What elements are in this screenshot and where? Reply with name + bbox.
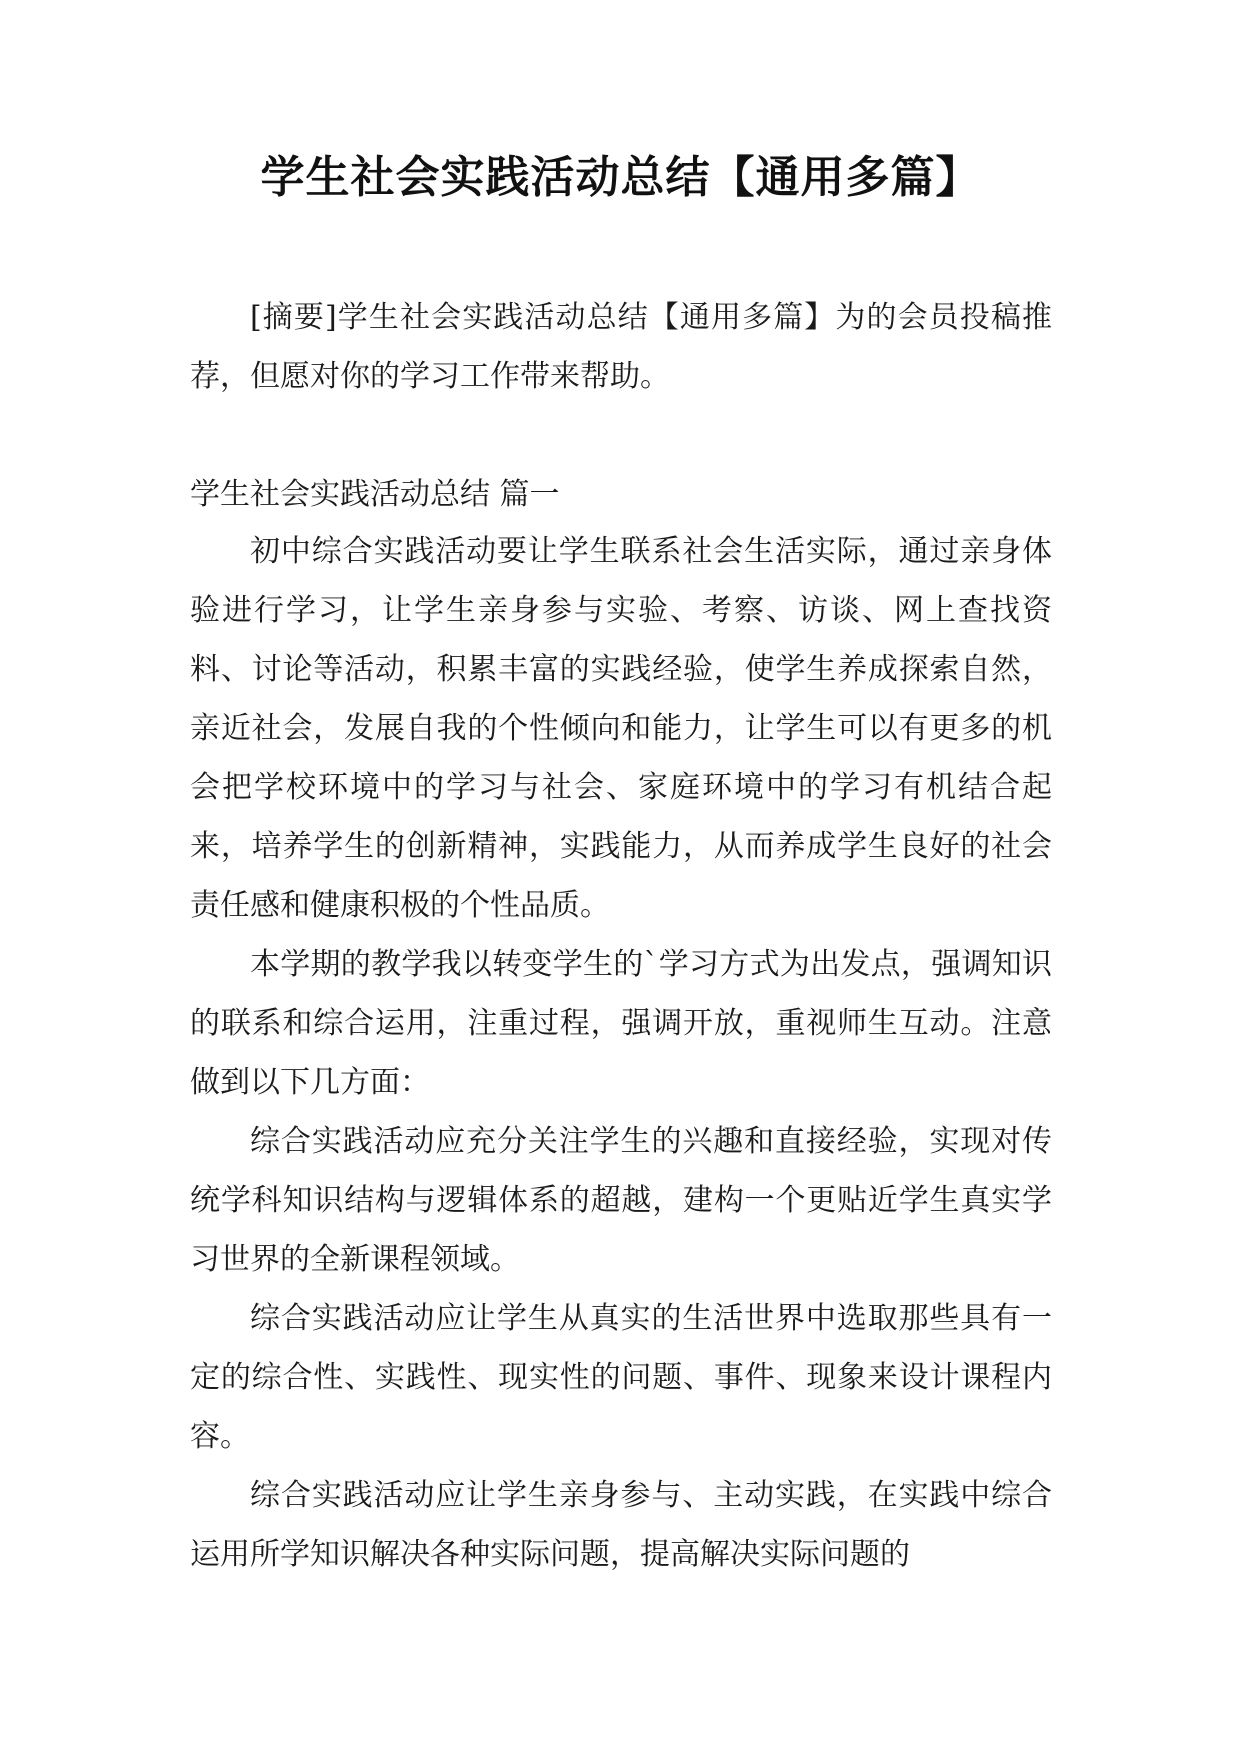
body-paragraph: 综合实践活动应充分关注学生的兴趣和直接经验，实现对传统学科知识结构与逻辑体系的超越，建构一个更贴近学生真实学习世界的全新课程领域。: [190, 1124, 1052, 1277]
body-paragraph: 本学期的教学我以转变学生的`学习方式为出发点，强调知识的联系和综合运用，注重过程，强调开放，重视师生互动。注意做到以下几方面：: [190, 947, 1052, 1100]
document-title: 学生社会实践活动总结【通用多篇】: [260, 152, 981, 203]
body-paragraph: 初中综合实践活动要让学生联系社会生活实际，通过亲身体验进行学习，让学生亲身参与实验、考察、访谈、网上查找资料、讨论等活动，积累丰富的实践经验，使学生养成探索自然，亲近社会，发展自我的个性倾向和能力，让学生可以有更多的机会把学校环境中的学习与社会、家庭环境中的学习有机结合起来，培养学生的创新精神，实践能力，从而养成学生良好的社会责任感和健康积极的个性品质。: [190, 534, 1052, 923]
spacer: [190, 406, 1052, 468]
abstract-paragraph: [摘要]学生社会实践活动总结【通用多篇】为的会员投稿推荐，但愿对你的学习工作带来帮助。: [190, 300, 1052, 394]
body-paragraph: 综合实践活动应让学生从真实的生活世界中选取那些具有一定的综合性、实践性、现实性的问题、事件、现象来设计课程内容。: [190, 1301, 1052, 1454]
document-body: [190, 288, 1052, 1584]
body-paragraph: 综合实践活动应让学生亲身参与、主动实践，在实践中综合运用所学知识解决各种实际问题，提高解决实际问题的: [190, 1478, 1052, 1572]
section-heading: 学生社会实践活动总结 篇一: [190, 477, 560, 512]
